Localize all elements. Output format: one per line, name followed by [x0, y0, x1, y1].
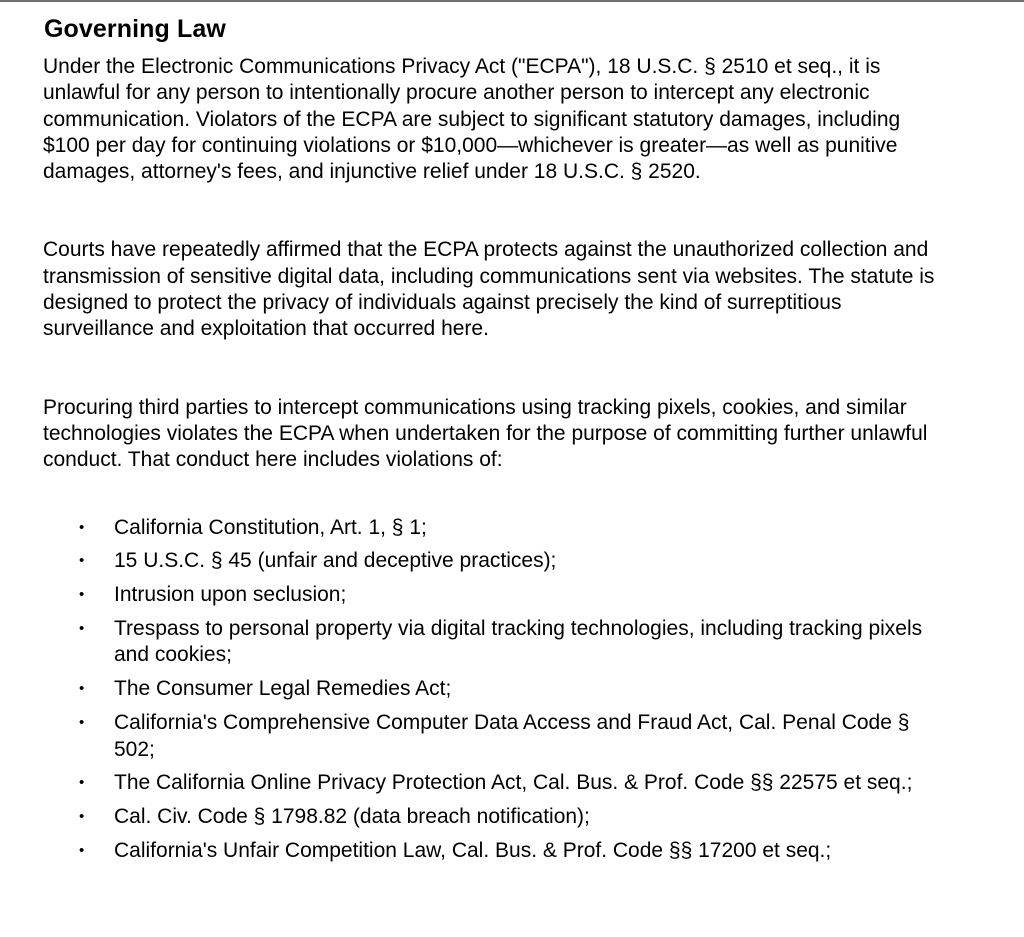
bullet-icon: • — [79, 586, 85, 604]
list-item — [43, 548, 947, 575]
list-item-text: California's Unfair Competition Law, Cal. Bus. & Prof. Code §§ 17200 et seq.; — [114, 838, 832, 862]
list-item-text: Cal. Civ. Code § 1798.82 (data breach notification); — [114, 805, 590, 829]
list-item — [43, 616, 947, 669]
section-heading: Governing Law — [44, 15, 226, 43]
list-item-text: The California Online Privacy Protection Act, Cal. Bus. & Prof. Code §§ 22575 et seq.; — [114, 771, 913, 795]
paragraph-procuring-third-parties: Procuring third parties to intercept communications using tracking pixels, cookies, and similar technologies violates the ECPA when undertaken for the purpose of committing further unlawful conduct. That conduct here includes violations of: — [43, 395, 928, 472]
list-item-text: Trespass to personal property via digital tracking technologies, including tracking pixels and cookies; — [114, 616, 923, 667]
bullet-icon: • — [79, 680, 85, 698]
bullet-icon: • — [79, 518, 85, 536]
list-item-text: California Constitution, Art. 1, § 1; — [114, 515, 427, 539]
list-item — [43, 515, 947, 542]
list-item — [43, 804, 947, 831]
document-body — [43, 14, 1003, 872]
top-divider — [0, 0, 1024, 2]
list-item — [43, 582, 947, 609]
list-item — [43, 838, 947, 865]
list-item — [43, 710, 947, 763]
bullet-icon: • — [79, 552, 85, 570]
paragraph-ecpa-overview: Under the Electronic Communications Privacy Act ("ECPA"), 18 U.S.C. § 2510 et seq., it is unlawful for any person to intentionally procure another person to intercept any electronic communication. Violators of the ECPA are subject to significant statutory damages, including $100 per day for continuing violations or $10,000—whichever is greater—as well as punitive damages, attorney's fees, and injunctive relief under 18 U.S.C. § 2520. — [43, 55, 901, 184]
bullet-icon: • — [79, 841, 85, 859]
bullet-icon: • — [79, 619, 85, 637]
list-item — [43, 770, 947, 797]
paragraph-courts-affirmed: Courts have repeatedly affirmed that the ECPA protects against the unauthorized collection and transmission of sensitive digital data, including communications sent via websites. The statute is designed to protect the privacy of individuals against precisely the kind of surreptitious surveillance and exploitation that occurred here. — [43, 238, 935, 341]
bullet-icon: • — [79, 774, 85, 792]
list-item-text: 15 U.S.C. § 45 (unfair and deceptive practices); — [114, 549, 557, 573]
list-item-text: California's Comprehensive Computer Data Access and Fraud Act, Cal. Penal Code § 502; — [114, 711, 910, 761]
violations-list — [43, 515, 1003, 865]
bullet-icon: • — [79, 714, 85, 732]
bullet-icon: • — [79, 808, 85, 826]
list-item-text: Intrusion upon seclusion; — [114, 583, 347, 607]
list-item — [43, 676, 947, 703]
list-item-text: The Consumer Legal Remedies Act; — [114, 677, 452, 701]
